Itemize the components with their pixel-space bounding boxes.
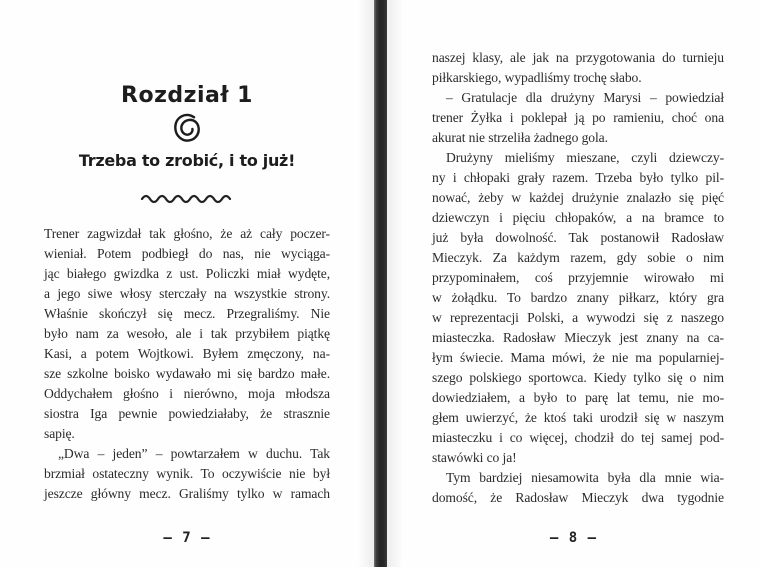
paragraph	[432, 148, 724, 468]
page-number-right: – 8 –	[549, 530, 598, 546]
text-line: nować, żeby w każdej drużynie znalazło się pięć	[432, 190, 724, 205]
text-line: „Dwa – jeden” – powtarzałem w duchu. Tak	[58, 446, 330, 461]
chapter-title: Rozdział 1	[121, 83, 253, 108]
text-line: brzmiał ostateczny wynik. To oczywiście nie był	[44, 466, 330, 481]
text-line: wieniał. Potem podbiegł do nas, nie wyciąga-	[44, 246, 330, 261]
text-line: trener Żyłka i poklepał ją po ramieniu, choć ona	[432, 110, 724, 125]
spiral-ornament-icon	[0, 113, 374, 143]
text-line: Kasi, a potem Wojtkowi. Byłem zmęczony, na-	[44, 346, 330, 361]
text-line: w żołądku. To bardzo znany piłkarz, który gra	[432, 290, 724, 305]
text-line: stawówki co ja!	[432, 450, 517, 465]
left-page-body	[44, 224, 330, 504]
text-line: sze szkolne boisko wydawało mi się bardzo małe.	[44, 366, 330, 381]
paragraph	[432, 48, 724, 88]
book-spine	[374, 0, 387, 567]
text-line: domość, że Radosław Mieczyk dwa tygodnie	[432, 490, 724, 505]
text-line: łym świecie. Mama mówi, że nie ma popularniej-	[432, 350, 724, 365]
text-line: miasteczka. Radosław Mieczyk jest znany na ca-	[432, 330, 724, 345]
text-line: – Gratulacje dla drużyny Marysi – powiedział	[446, 90, 724, 105]
text-line: Tym bardziej niesamowita była dla mnie wia-	[446, 470, 724, 485]
text-line: przypominałem, coś przyjemnie wirowało mi	[432, 270, 724, 285]
right-page	[387, 0, 760, 567]
text-line: jąc białego gwizdka z ust. Policzki miał wydęte,	[44, 266, 330, 281]
paragraph	[44, 444, 330, 504]
text-line: już była dowolność. Tak postanowił Radosław	[432, 230, 724, 245]
text-line: Właśnie skończył się mecz. Przegraliśmy. Nie	[44, 306, 330, 321]
text-line: Oddychałem głośno i nierówno, moja młodsza	[44, 386, 330, 401]
chapter-subtitle: Trzeba to zrobić, i to już!	[78, 151, 296, 170]
text-line: dowiedziałem, a było to parę lat temu, nie mo-	[432, 390, 724, 405]
paragraph	[432, 88, 724, 148]
paragraph	[432, 468, 724, 508]
text-line: akurat nie strzeliła żadnego gola.	[432, 130, 608, 145]
left-page	[0, 0, 374, 567]
text-line: Mieczyk. Za każdym razem, gdy sobie o nim	[432, 250, 724, 265]
text-line: ny i chłopaki grały razem. Trzeba było tylko pil-	[432, 170, 724, 185]
text-line: miasteczku i co więcej, chodził do tej samej pod-	[432, 430, 724, 445]
text-line: Trener zagwizdał tak głośno, że aż cały poczer-	[44, 226, 330, 241]
right-page-body	[432, 48, 724, 508]
text-line: naszej klasy, ale jak na przygotowania do turnieju	[432, 50, 724, 65]
text-line: było nam za wesoło, ale i tak przybiłem piątkę	[44, 326, 330, 341]
text-line: a jego siwe włosy sterczały na wszystkie strony.	[44, 286, 330, 301]
squiggle-divider-icon	[0, 191, 374, 209]
page-number-left: – 7 –	[163, 530, 211, 546]
text-line: szego polskiego sportowca. Kiedy tylko się o nim	[432, 370, 724, 385]
paragraph	[44, 224, 330, 444]
text-line: sapię.	[44, 426, 75, 441]
text-line: Drużyny mieliśmy mieszane, czyli dziewczy-	[446, 150, 724, 165]
text-line: piłkarskiego, wypadliśmy trochę słabo.	[432, 70, 642, 85]
text-line: w reprezentacji Polski, a wywodzi się z naszego	[432, 310, 724, 325]
text-line: siostra Iga pewnie powiedziałaby, że strasznie	[44, 406, 330, 421]
text-line: dziewczyn i pięciu chłopaków, a na bramce to	[432, 210, 724, 225]
text-line: głem uwierzyć, że ktoś taki urodził się w naszym	[432, 410, 724, 425]
text-line: jeszcze główny mecz. Graliśmy tylko w ramach	[44, 486, 330, 501]
